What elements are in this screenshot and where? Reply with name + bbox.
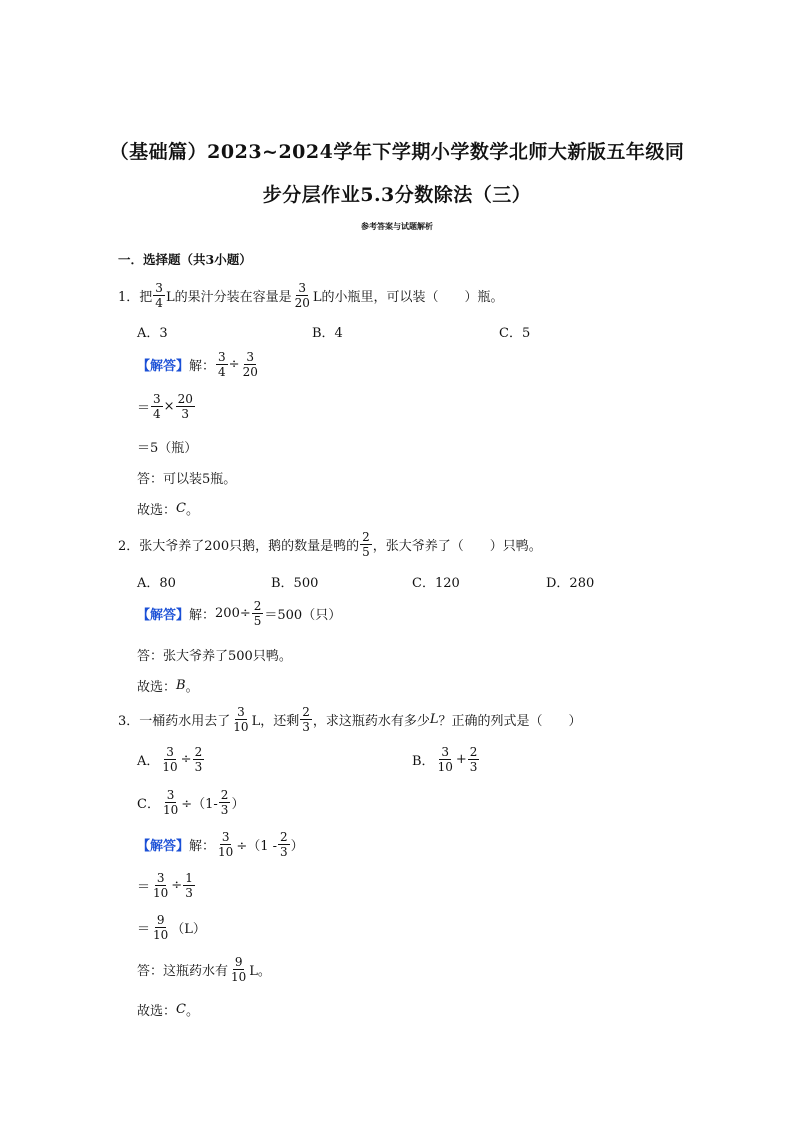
- operator: ÷（1-: [181, 797, 218, 812]
- q1-stem: [118, 282, 504, 309]
- fraction: [468, 746, 480, 773]
- paren-close: ）: [290, 839, 304, 854]
- denominator: 10: [153, 886, 169, 900]
- option-label: B．: [412, 754, 435, 769]
- denominator: 4: [155, 296, 163, 310]
- answer-unit: L。: [249, 964, 271, 979]
- numerator: 3: [155, 281, 163, 295]
- denominator: 10: [437, 760, 453, 774]
- operator: ÷: [228, 357, 240, 372]
- q2-stem: [118, 531, 542, 558]
- q1-choice: [137, 499, 199, 518]
- numerator: 3: [298, 281, 307, 295]
- q3-choice: [137, 1000, 199, 1019]
- q1-stem-text-b: L的果汁分装在容量是: [165, 290, 292, 305]
- fraction: [216, 831, 235, 858]
- equals: ＝: [137, 401, 151, 416]
- denominator: 10: [231, 970, 247, 984]
- q3-fraction-1: [231, 706, 250, 733]
- denominator: 10: [162, 760, 178, 774]
- fraction: [436, 746, 455, 773]
- q3-option-a: [137, 746, 205, 773]
- option-label: A．: [137, 754, 160, 769]
- answer-tag: 【解答】: [137, 608, 190, 623]
- paren-close: ）: [231, 797, 245, 812]
- q1-option-c: C．5: [499, 326, 531, 341]
- choice-letter: B: [176, 678, 186, 693]
- q2-stem-text-b: ，张大爷养了（ ）只鸭。: [372, 539, 542, 554]
- numerator: 3: [166, 788, 175, 802]
- numerator: 20: [177, 392, 193, 406]
- fraction: [219, 789, 231, 816]
- denominator: 10: [153, 928, 169, 942]
- q3-stem: [118, 706, 582, 733]
- choice-suffix: 。: [185, 1004, 199, 1019]
- denominator: 3: [280, 845, 288, 859]
- numerator: 3: [153, 392, 161, 406]
- q3-solution-step2: [137, 872, 196, 899]
- q1-solution-step3: ＝5（瓶）: [137, 441, 198, 456]
- denominator: 3: [469, 760, 478, 774]
- solution-label: 解：: [189, 359, 216, 374]
- q1-fraction-1: [153, 282, 165, 309]
- numerator: 3: [218, 350, 226, 364]
- numerator: 2: [220, 788, 229, 802]
- numerator: 9: [156, 913, 165, 927]
- fraction: [151, 914, 170, 941]
- denominator: 5: [362, 545, 370, 559]
- operator: +: [455, 752, 467, 767]
- q3-answer: [137, 956, 271, 983]
- q2-option-d: D．280: [546, 576, 595, 591]
- numerator: 3: [156, 871, 165, 885]
- denominator: 10: [233, 720, 249, 734]
- numerator: 2: [253, 599, 262, 613]
- expression-result: ＝500（只）: [264, 608, 342, 623]
- denominator: 3: [220, 803, 229, 817]
- fraction: [160, 746, 179, 773]
- q2-choice: [137, 676, 199, 695]
- q3-option-b: [412, 746, 480, 773]
- denominator: 5: [253, 614, 262, 628]
- solution-label: 解：: [189, 839, 216, 854]
- fraction: [151, 393, 163, 420]
- q1-option-a: A．3: [137, 326, 168, 341]
- numerator: 3: [441, 745, 450, 759]
- doc-title-line1: （基础篇）2023~2024学年下学期小学数学北师大新版五年级同: [109, 141, 685, 163]
- option-label: C．: [137, 797, 160, 812]
- numerator: 2: [194, 745, 203, 759]
- q1-solution-step1: [137, 351, 261, 378]
- numerator: 3: [221, 830, 230, 844]
- fraction: [216, 351, 228, 378]
- numerator: 2: [362, 530, 370, 544]
- q2-option-b: B．500: [271, 576, 319, 591]
- choice-suffix: 。: [185, 503, 199, 518]
- numerator: 2: [280, 830, 288, 844]
- choice-label: 故选：: [137, 503, 177, 518]
- denominator: 20: [242, 365, 258, 379]
- denominator: 10: [162, 803, 179, 817]
- fraction: [151, 872, 170, 899]
- q3-stem-unit: L: [429, 712, 439, 727]
- fraction: [252, 600, 264, 627]
- fraction: [241, 351, 260, 378]
- fraction: [229, 956, 248, 983]
- choice-letter: C: [176, 501, 186, 516]
- q1-fraction-2: [293, 282, 312, 309]
- q1-stem-text-a: 把: [139, 290, 153, 305]
- answer-text: 答：这瓶药水有: [137, 964, 229, 979]
- q2-stem-text-a: 张大爷养了200只鹅，鹅的数量是鸭的: [139, 539, 360, 554]
- denominator: 3: [194, 760, 203, 774]
- q2-number: 2．: [118, 539, 140, 554]
- q2-option-a: A．80: [137, 576, 176, 591]
- answer-tag: 【解答】: [137, 359, 190, 374]
- denominator: 3: [302, 720, 310, 734]
- q3-option-c: [137, 789, 244, 816]
- q1-answer: 答：可以装5瓶。: [137, 472, 237, 487]
- operator: ÷（1 -: [236, 839, 278, 854]
- q2-fraction: [360, 531, 372, 558]
- q3-solution-step3: [137, 914, 206, 941]
- denominator: 3: [185, 886, 193, 900]
- numerator: 1: [185, 871, 193, 885]
- q3-number: 3．: [118, 714, 140, 729]
- doc-title-line2: 步分层作业5.3分数除法（三）: [262, 184, 532, 206]
- q2-option-c: C．120: [412, 576, 460, 591]
- q2-solution: [137, 600, 341, 627]
- q1-solution-step2: [137, 393, 196, 420]
- equals: ＝: [137, 880, 151, 895]
- denominator: 4: [218, 365, 226, 379]
- numerator: 3: [166, 745, 174, 759]
- doc-subtitle: 参考答案与试题解析: [361, 221, 433, 231]
- q3-solution-step1: [137, 831, 304, 858]
- denominator: 3: [181, 407, 190, 421]
- numerator: 3: [237, 705, 245, 719]
- solution-label: 解：: [189, 608, 216, 623]
- numerator: 9: [234, 955, 243, 969]
- unit: （L）: [171, 922, 206, 937]
- fraction: [176, 393, 195, 420]
- section-heading: 一．选择题（共3小题）: [118, 252, 252, 267]
- q3-stem-text-a: 一桶药水用去了: [139, 714, 231, 729]
- choice-label: 故选：: [137, 680, 177, 695]
- choice-suffix: 。: [185, 680, 199, 695]
- answer-tag: 【解答】: [137, 839, 190, 854]
- q3-stem-text-b: L，还剩: [251, 714, 300, 729]
- q1-stem-text-c: L的小瓶里，可以装（ ）瓶。: [312, 290, 504, 305]
- equals: ＝: [137, 922, 151, 937]
- fraction: [278, 831, 290, 858]
- denominator: 4: [153, 407, 161, 421]
- expression-part: 200÷: [215, 606, 251, 621]
- fraction: [193, 746, 205, 773]
- denominator: 10: [218, 845, 234, 859]
- operator: ÷: [171, 878, 183, 893]
- denominator: 20: [294, 296, 310, 310]
- operator: ÷: [180, 752, 192, 767]
- q3-stem-text-c: ，求这瓶药水有多少: [312, 714, 430, 729]
- operator: ×: [163, 399, 175, 414]
- numerator: 3: [246, 350, 255, 364]
- fraction: [183, 872, 195, 899]
- q1-number: 1．: [118, 290, 140, 305]
- q1-option-b: B．4: [312, 326, 343, 341]
- fraction: [161, 789, 180, 816]
- q2-answer: 答：张大爷养了500只鸭。: [137, 649, 292, 664]
- numerator: 2: [469, 745, 478, 759]
- q3-stem-text-d: ？正确的列式是（ ）: [438, 714, 582, 729]
- choice-letter: C: [176, 1002, 186, 1017]
- numerator: 2: [302, 705, 310, 719]
- q3-fraction-2: [300, 706, 312, 733]
- choice-label: 故选：: [137, 1004, 177, 1019]
